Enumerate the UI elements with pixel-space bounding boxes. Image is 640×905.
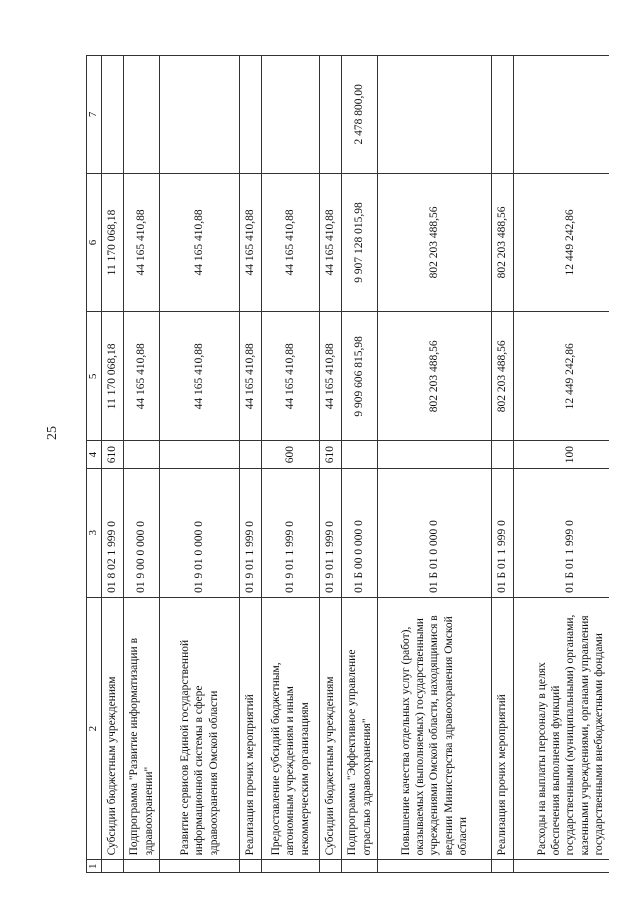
row-index-cell xyxy=(240,860,262,873)
table-row xyxy=(160,56,240,873)
type-cell xyxy=(160,441,240,468)
code-cell: 01 8 02 1 999 0 xyxy=(102,468,124,597)
value-5-cell: 12 449 242,86 xyxy=(514,312,610,441)
type-cell: 610 xyxy=(102,441,124,468)
row-index-cell xyxy=(492,860,514,873)
name-cell: Субсидии бюджетным учреждениям xyxy=(102,597,124,860)
type-cell xyxy=(378,441,492,468)
header-col-2: 2 xyxy=(87,597,102,860)
code-cell: 01 Б 00 0 000 0 xyxy=(342,468,378,597)
type-cell: 610 xyxy=(320,441,342,468)
value-7-cell xyxy=(378,56,492,174)
header-col-4: 4 xyxy=(87,441,102,468)
value-6-cell: 44 165 410,88 xyxy=(240,173,262,312)
table-row xyxy=(492,56,514,873)
value-7-cell xyxy=(492,56,514,174)
code-cell: 01 Б 01 1 999 0 xyxy=(514,468,610,597)
value-6-cell: 44 165 410,88 xyxy=(160,173,240,312)
type-cell: 600 xyxy=(262,441,320,468)
row-index-cell xyxy=(378,860,492,873)
header-col-1: 1 xyxy=(87,860,102,873)
header-col-5: 5 xyxy=(87,312,102,441)
value-6-cell: 12 449 242,86 xyxy=(514,173,610,312)
row-index-cell xyxy=(342,860,378,873)
code-cell: 01 9 01 0 000 0 xyxy=(160,468,240,597)
value-5-cell: 44 165 410,88 xyxy=(320,312,342,441)
value-6-cell: 802 203 488,56 xyxy=(378,173,492,312)
table-row xyxy=(514,56,610,873)
table-row xyxy=(262,56,320,873)
type-cell xyxy=(342,441,378,468)
value-5-cell: 44 165 410,88 xyxy=(240,312,262,441)
name-cell: Подпрограмма "Эффективное управление отраслью здравоохранения" xyxy=(342,597,378,860)
code-cell: 01 9 01 1 999 0 xyxy=(320,468,342,597)
row-index-cell xyxy=(160,860,240,873)
value-5-cell: 802 203 488,56 xyxy=(492,312,514,441)
row-index-cell xyxy=(262,860,320,873)
type-cell: 100 xyxy=(514,441,610,468)
table-row xyxy=(124,56,160,873)
table-row xyxy=(102,56,124,873)
row-index-cell xyxy=(320,860,342,873)
value-5-cell: 44 165 410,88 xyxy=(124,312,160,441)
value-6-cell: 44 165 410,88 xyxy=(262,173,320,312)
code-cell: 01 9 00 0 000 0 xyxy=(124,468,160,597)
value-7-cell xyxy=(240,56,262,174)
value-5-cell: 44 165 410,88 xyxy=(262,312,320,441)
row-index-cell xyxy=(102,860,124,873)
code-cell: 01 9 01 1 999 0 xyxy=(240,468,262,597)
table-header-row xyxy=(87,56,102,873)
type-cell xyxy=(240,441,262,468)
value-6-cell: 11 170 068,18 xyxy=(102,173,124,312)
name-cell: Субсидии бюджетным учреждениям xyxy=(320,597,342,860)
value-7-cell xyxy=(124,56,160,174)
code-cell: 01 Б 01 1 999 0 xyxy=(492,468,514,597)
value-6-cell: 44 165 410,88 xyxy=(124,173,160,312)
name-cell: Реализация прочих мероприятий xyxy=(492,597,514,860)
budget-table xyxy=(86,55,609,873)
value-7-cell: 2 478 800,00 xyxy=(342,56,378,174)
value-6-cell: 9 907 128 015,98 xyxy=(342,173,378,312)
value-7-cell xyxy=(160,56,240,174)
row-index-cell xyxy=(514,860,610,873)
type-cell xyxy=(492,441,514,468)
value-6-cell: 802 203 488,56 xyxy=(492,173,514,312)
name-cell: Реализация прочих мероприятий xyxy=(240,597,262,860)
table-row xyxy=(342,56,378,873)
value-7-cell xyxy=(320,56,342,174)
header-col-3: 3 xyxy=(87,468,102,597)
value-5-cell: 9 909 606 815,98 xyxy=(342,312,378,441)
name-cell: Подпрограмма "Развитие информатизации в здравоохранении" xyxy=(124,597,160,860)
value-6-cell: 44 165 410,88 xyxy=(320,173,342,312)
name-cell: Развитие сервисов Единой государственной информационной системы в сфере здравоохранения Омской области xyxy=(160,597,240,860)
code-cell: 01 Б 01 0 000 0 xyxy=(378,468,492,597)
name-cell: Расходы на выплаты персоналу в целях обеспечения выполнения функций государственными (муниципальными) органами, казенными учреждениями, органами управления государственными внебюджетными фондами xyxy=(514,597,610,860)
table-row xyxy=(240,56,262,873)
value-7-cell xyxy=(102,56,124,174)
value-5-cell: 802 203 488,56 xyxy=(378,312,492,441)
row-index-cell xyxy=(124,860,160,873)
budget-table-frame xyxy=(86,55,609,873)
value-5-cell: 11 170 068,18 xyxy=(102,312,124,441)
header-col-6: 6 xyxy=(87,173,102,312)
name-cell: Предоставление субсидий бюджетным, автономным учреждениям и иным некоммерческим организациям xyxy=(262,597,320,860)
table-row xyxy=(378,56,492,873)
header-col-7: 7 xyxy=(87,56,102,174)
value-5-cell: 44 165 410,88 xyxy=(160,312,240,441)
type-cell xyxy=(124,441,160,468)
value-7-cell xyxy=(514,56,610,174)
rotated-table-container xyxy=(86,55,609,873)
table-row xyxy=(320,56,342,873)
code-cell: 01 9 01 1 999 0 xyxy=(262,468,320,597)
value-7-cell xyxy=(262,56,320,174)
page-number: 25 xyxy=(45,426,60,440)
name-cell: Повышение качества отдельных услуг (работ), оказываемых (выполняемых) государственными учреждениями Омской области, находящимися в ведении Министерства здравоохранения Омской области xyxy=(378,597,492,860)
